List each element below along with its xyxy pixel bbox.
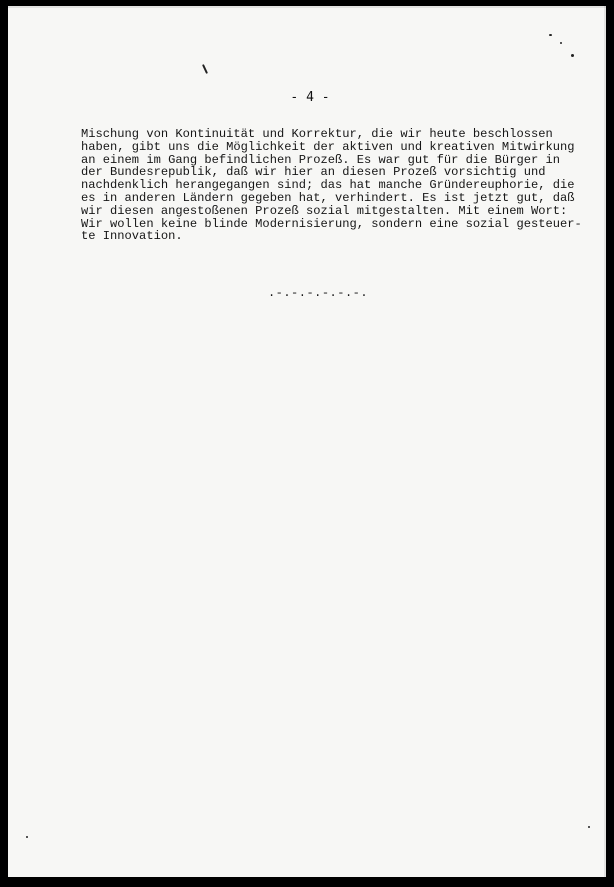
- scan-speck: [571, 54, 574, 57]
- scan-edge-shadow: [604, 6, 606, 877]
- scan-speck: [202, 64, 208, 74]
- paragraph-line: haben, gibt uns die Möglichkeit der aktiven und kreativen Mitwirkung: [81, 139, 575, 154]
- paragraph-line: te Innovation.: [81, 229, 183, 244]
- paragraph-line: wir diesen angestoßenen Prozeß sozial mitgestalten. Mit einem Wort:: [81, 203, 568, 218]
- paragraph-line: es in anderen Ländern gegeben hat, verhindert. Es ist jetzt gut, daß: [81, 190, 575, 205]
- paragraph-line: nachdenklich herangegangen sind; das hat manche Gründereuphorie, die: [81, 178, 575, 193]
- scan-speck: [26, 836, 28, 838]
- paragraph-line: der Bundesrepublik, daß wir hier an diesen Prozeß vorsichtig und: [81, 165, 546, 180]
- paragraph-line: Wir wollen keine blinde Modernisierung, sondern eine sozial gesteuer-: [81, 216, 582, 231]
- paragraph-line: an einem im Gang befindlichen Prozeß. Es war gut für die Bürger in: [81, 152, 560, 167]
- scan-speck: [588, 826, 590, 828]
- scan-edge-shadow: [8, 6, 606, 8]
- scan-speck: [560, 42, 562, 44]
- scan-speck: [549, 34, 552, 36]
- document-page: [8, 6, 606, 877]
- body-paragraph: [81, 128, 581, 243]
- page-number: - 4 -: [290, 90, 330, 105]
- end-of-text-mark: .-.-.-.-.-.-.: [267, 286, 369, 300]
- paragraph-line: Mischung von Kontinuität und Korrektur, die wir heute beschlossen: [81, 127, 553, 141]
